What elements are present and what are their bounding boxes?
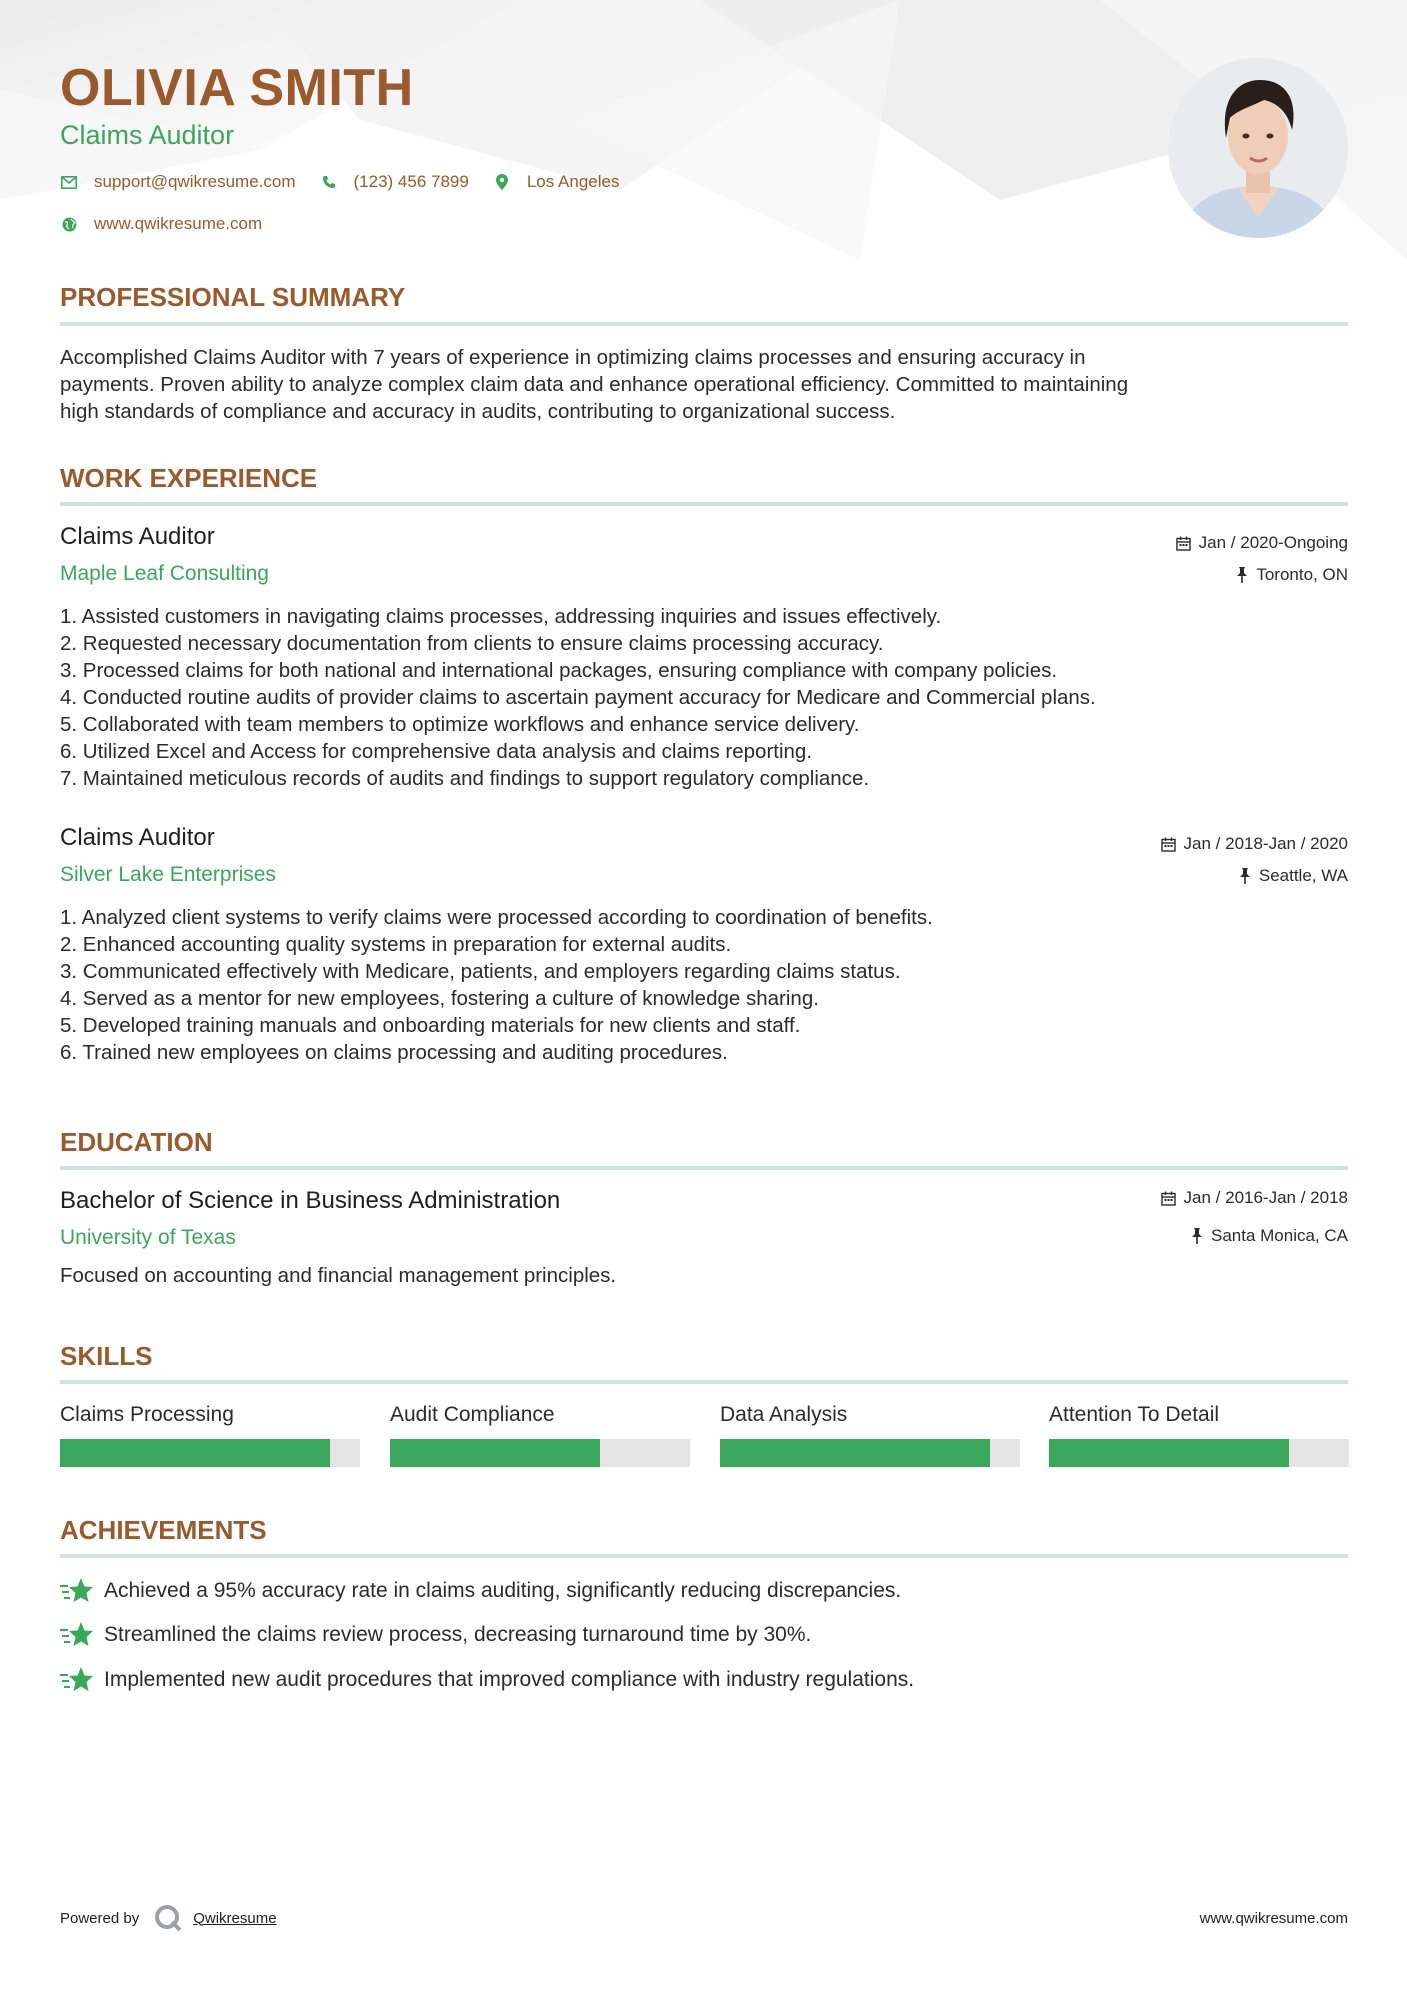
website-text: www.qwikresume.com — [94, 214, 263, 233]
footer-website[interactable]: www.qwikresume.com — [1199, 1909, 1348, 1927]
job-title: Claims Auditor — [60, 523, 215, 550]
powered-by — [60, 1900, 277, 1936]
achievement-text: Streamlined the claims review process, decreasing turnaround time by 30%. — [104, 1623, 812, 1646]
achievement-text: Implemented new audit procedures that improved compliance with industry regulations. — [104, 1668, 915, 1691]
location-text: Los Angeles — [526, 172, 620, 191]
skills-heading: SKILLS — [60, 1341, 153, 1371]
achievement-item — [60, 1665, 914, 1695]
skill-bar-fill — [390, 1439, 600, 1467]
summary-line: high standards of compliance and accuracy in audits, contributing to organizational success. — [60, 400, 896, 423]
contact-website[interactable] — [60, 214, 262, 234]
contact-row-2 — [60, 214, 286, 234]
section-divider — [60, 1554, 1348, 1558]
contact-phone[interactable] — [320, 172, 469, 192]
list-item: 2. Requested necessary documentation from clients to ensure claims processing accuracy. — [60, 632, 884, 655]
skill-bar — [390, 1439, 690, 1467]
skill-item — [60, 1403, 360, 1467]
job-dates — [1176, 533, 1348, 553]
candidate-name: OLIVIA SMITH — [60, 59, 414, 117]
calendar-icon — [1161, 837, 1176, 852]
skill-bar-fill — [1049, 1439, 1289, 1467]
experience-heading: WORK EXPERIENCE — [60, 463, 318, 493]
section-divider — [60, 502, 1348, 506]
skill-bar-fill — [720, 1439, 990, 1467]
contact-location — [493, 172, 620, 192]
list-item: 3. Processed claims for both national and international packages, ensuring compliance with company policies. — [60, 659, 1058, 682]
contact-row — [60, 172, 643, 192]
section-divider — [60, 1166, 1348, 1170]
envelope-icon — [60, 173, 78, 191]
star-icon — [60, 1665, 94, 1695]
list-item: 6. Utilized Excel and Access for comprehensive data analysis and claims reporting. — [60, 740, 813, 763]
powered-by-label: Powered by — [60, 1909, 140, 1927]
dates-text: Jan / 2020-Ongoing — [1198, 533, 1348, 552]
list-item: 4. Conducted routine audits of provider claims to ascertain payment accuracy for Medicare and Commercial plans. — [60, 686, 1096, 709]
contact-email[interactable] — [60, 172, 296, 192]
pushpin-icon — [1191, 1228, 1203, 1244]
job-title: Claims Auditor — [60, 824, 215, 851]
job-location — [1236, 565, 1348, 585]
summary-line: Accomplished Claims Auditor with 7 years of experience in optimizing claims processes and ensuring accuracy in — [60, 346, 1086, 369]
list-item: 5. Developed training manuals and onboarding materials for new clients and staff. — [60, 1014, 801, 1037]
skill-bar — [60, 1439, 360, 1467]
achievement-item — [60, 1620, 811, 1650]
dates-text: Jan / 2016-Jan / 2018 — [1183, 1188, 1348, 1207]
section-divider — [60, 322, 1348, 326]
summary-line: payments. Proven ability to analyze complex claim data and enhance operational efficiency. Committed to maintaining — [60, 373, 1129, 396]
list-item: 7. Maintained meticulous records of audits and findings to support regulatory compliance. — [60, 767, 870, 790]
education-location — [1191, 1226, 1348, 1246]
phone-icon — [320, 173, 338, 191]
globe-icon — [60, 215, 78, 233]
calendar-icon — [1176, 536, 1191, 551]
summary-heading: PROFESSIONAL SUMMARY — [60, 282, 406, 312]
skill-label: Audit Compliance — [390, 1403, 555, 1426]
education-dates — [1161, 1188, 1348, 1208]
map-pin-icon — [493, 173, 511, 191]
skill-item — [390, 1403, 690, 1467]
job-dates — [1161, 834, 1348, 854]
location-text: Santa Monica, CA — [1210, 1226, 1348, 1245]
achievement-item — [60, 1576, 901, 1606]
job-location — [1239, 866, 1348, 886]
education-description: Focused on accounting and financial management principles. — [60, 1264, 617, 1287]
footer — [60, 1900, 1348, 1936]
education-heading: EDUCATION — [60, 1127, 213, 1157]
qwikresume-logo-icon — [153, 1903, 183, 1933]
pushpin-icon — [1236, 567, 1248, 583]
pushpin-icon — [1239, 868, 1251, 884]
degree-title: Bachelor of Science in Business Administration — [60, 1187, 561, 1214]
list-item: 2. Enhanced accounting quality systems in preparation for external audits. — [60, 933, 732, 956]
skill-bar-fill — [60, 1439, 330, 1467]
profile-photo — [1168, 58, 1348, 238]
list-item: 4. Served as a mentor for new employees, fostering a culture of knowledge sharing. — [60, 987, 819, 1010]
job-company: Maple Leaf Consulting — [60, 562, 269, 585]
star-icon — [60, 1620, 94, 1650]
achievement-text: Achieved a 95% accuracy rate in claims auditing, significantly reducing discrepancies. — [104, 1579, 902, 1602]
list-item: 1. Analyzed client systems to verify claims were processed according to coordination of benefits. — [60, 906, 933, 929]
skill-bar — [720, 1439, 1020, 1467]
section-divider — [60, 1380, 1348, 1384]
calendar-icon — [1161, 1191, 1176, 1206]
skill-item — [720, 1403, 1020, 1467]
qwikresume-link[interactable]: Qwikresume — [193, 1909, 277, 1927]
candidate-title: Claims Auditor — [60, 120, 235, 150]
list-item: 1. Assisted customers in navigating claims processes, addressing inquiries and issues effectively. — [60, 605, 942, 628]
star-icon — [60, 1576, 94, 1606]
job-bullets — [60, 603, 1348, 792]
location-text: Toronto, ON — [1256, 565, 1348, 584]
skill-label: Attention To Detail — [1049, 1403, 1220, 1426]
skill-bar — [1049, 1439, 1349, 1467]
dates-text: Jan / 2018-Jan / 2020 — [1183, 834, 1348, 853]
job-bullets — [60, 904, 1348, 1066]
location-text: Seattle, WA — [1258, 866, 1348, 885]
summary-text — [60, 344, 1348, 425]
achievements-heading: ACHIEVEMENTS — [60, 1515, 267, 1545]
skill-label: Data Analysis — [720, 1403, 848, 1426]
phone-text: (123) 456 7899 — [353, 172, 469, 191]
list-item: 3. Communicated effectively with Medicare, patients, and employers regarding claims status. — [60, 960, 901, 983]
job-company: Silver Lake Enterprises — [60, 863, 276, 886]
skill-label: Claims Processing — [60, 1403, 234, 1426]
school-name: University of Texas — [60, 1226, 236, 1249]
list-item: 5. Collaborated with team members to optimize workflows and enhance service delivery. — [60, 713, 860, 736]
list-item: 6. Trained new employees on claims processing and auditing procedures. — [60, 1041, 728, 1064]
skill-item — [1049, 1403, 1349, 1467]
email-text: support@qwikresume.com — [94, 172, 296, 191]
